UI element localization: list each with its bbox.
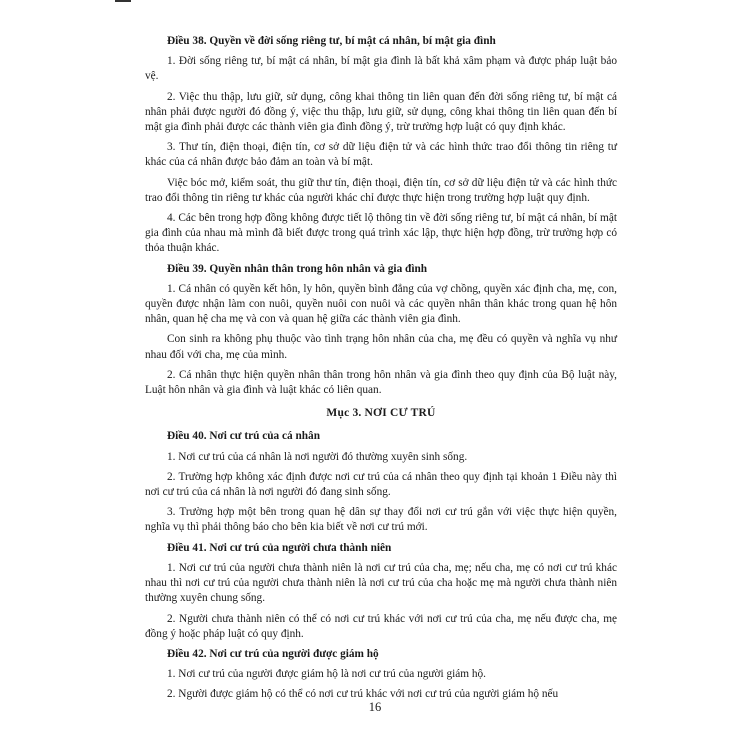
article-39 xyxy=(145,262,617,399)
article-heading: Điều 41. Nơi cư trú của người chưa thành niên xyxy=(167,541,392,554)
article-paragraph: 1. Cá nhân có quyền kết hôn, ly hôn, quyền bình đẳng của vợ chồng, quyền xác định cha, mẹ, con, quyền được nhận làm con nuôi, quyền nuôi con nuôi và các quyền nhân thân khác trong quan hệ hôn nhân, quan hệ cha mẹ và con và quan hệ giữa các thành viên gia đình. xyxy=(145,282,617,326)
article-heading: Điều 39. Quyền nhân thân trong hôn nhân và gia đình xyxy=(167,262,428,275)
article-paragraph: 1. Nơi cư trú của người được giám hộ là nơi cư trú của người giám hộ. xyxy=(167,668,486,681)
article-41 xyxy=(145,541,617,642)
article-paragraph: 2. Người chưa thành niên có thể có nơi cư trú khác với nơi cư trú của cha, mẹ nếu được cha, mẹ đồng ý hoặc pháp luật có quy định. xyxy=(145,612,617,640)
article-paragraph: Con sinh ra không phụ thuộc vào tình trạng hôn nhân của cha, mẹ đều có quyền và nghĩa vụ như nhau đối với cha, mẹ của mình. xyxy=(145,333,617,361)
section-title: Mục 3. NƠI CƯ TRÚ xyxy=(326,407,436,420)
article-42 xyxy=(145,647,617,703)
article-paragraph: 2. Trường hợp không xác định được nơi cư trú của cá nhân theo quy định tại khoản 1 Điều này thì nơi cư trú của cá nhân là nơi người đó đang sinh sống. xyxy=(145,470,617,499)
article-40 xyxy=(145,429,617,535)
article-paragraph: 1. Nơi cư trú của cá nhân là nơi người đó thường xuyên sinh sống. xyxy=(167,450,468,463)
article-paragraph: 2. Người được giám hộ có thể có nơi cư trú khác với nơi cư trú của người giám hộ nếu xyxy=(167,688,559,701)
article-paragraph: 1. Nơi cư trú của người chưa thành niên là nơi cư trú của cha, mẹ; nếu cha, mẹ có nơi cư trú khác nhau thì nơi cư trú của người chưa thành niên là nơi cư trú của cha hoặc mẹ mà người chưa thành niên thường xuyên chung sống. xyxy=(145,561,617,605)
article-paragraph: 3. Trường hợp một bên trong quan hệ dân sự thay đổi nơi cư trú gắn với việc thực hiện quyền, nghĩa vụ thì phải thông báo cho bên kia biết về nơi cư trú mới. xyxy=(145,506,617,534)
article-paragraph: 2. Việc thu thập, lưu giữ, sử dụng, công khai thông tin liên quan đến đời sống riêng tư, bí mật cá nhân phải được người đó đồng ý, việc thu thập, lưu giữ, sử dụng, công khai thông tin liên quan đến bí mật gia đình phải được các thành viên gia đình đồng ý, trừ trường hợp luật có quy định khác. xyxy=(145,90,617,134)
article-paragraph: 1. Đời sống riêng tư, bí mật cá nhân, bí mật gia đình là bất khả xâm phạm và được pháp luật bảo vệ. xyxy=(145,55,617,83)
article-paragraph: 4. Các bên trong hợp đồng không được tiết lộ thông tin về đời sống riêng tư, bí mật cá nhân, bí mật gia đình của nhau mà mình đã biết được trong quá trình xác lập, thực hiện hợp đồng, trừ trường hợp có thỏa thuận khác. xyxy=(145,212,617,255)
scan-corner-mark xyxy=(115,0,131,2)
article-38 xyxy=(145,34,617,257)
page-number: 16 xyxy=(368,700,382,714)
article-heading: Điều 40. Nơi cư trú của cá nhân xyxy=(167,430,320,443)
article-heading: Điều 38. Quyền về đời sống riêng tư, bí mật cá nhân, bí mật gia đình xyxy=(167,35,496,47)
article-heading: Điều 42. Nơi cư trú của người được giám hộ xyxy=(167,647,379,660)
document-page xyxy=(145,34,617,708)
article-paragraph: 2. Cá nhân thực hiện quyền nhân thân trong hôn nhân và gia đình theo quy định của Bộ luật này, Luật hôn nhân và gia đình và luật khác có liên quan. xyxy=(145,368,617,397)
article-paragraph: 3. Thư tín, điện thoại, điện tín, cơ sở dữ liệu điện tử và các hình thức trao đổi thông tin riêng tư khác của cá nhân được bảo đảm an toàn và bí mật. xyxy=(145,141,617,169)
article-paragraph: Việc bóc mở, kiểm soát, thu giữ thư tín, điện thoại, điện tín, cơ sở dữ liệu điện tử và các hình thức trao đổi thông tin riêng tư khác của người khác chỉ được thực hiện trong trường hợp luật quy định. xyxy=(145,176,617,204)
